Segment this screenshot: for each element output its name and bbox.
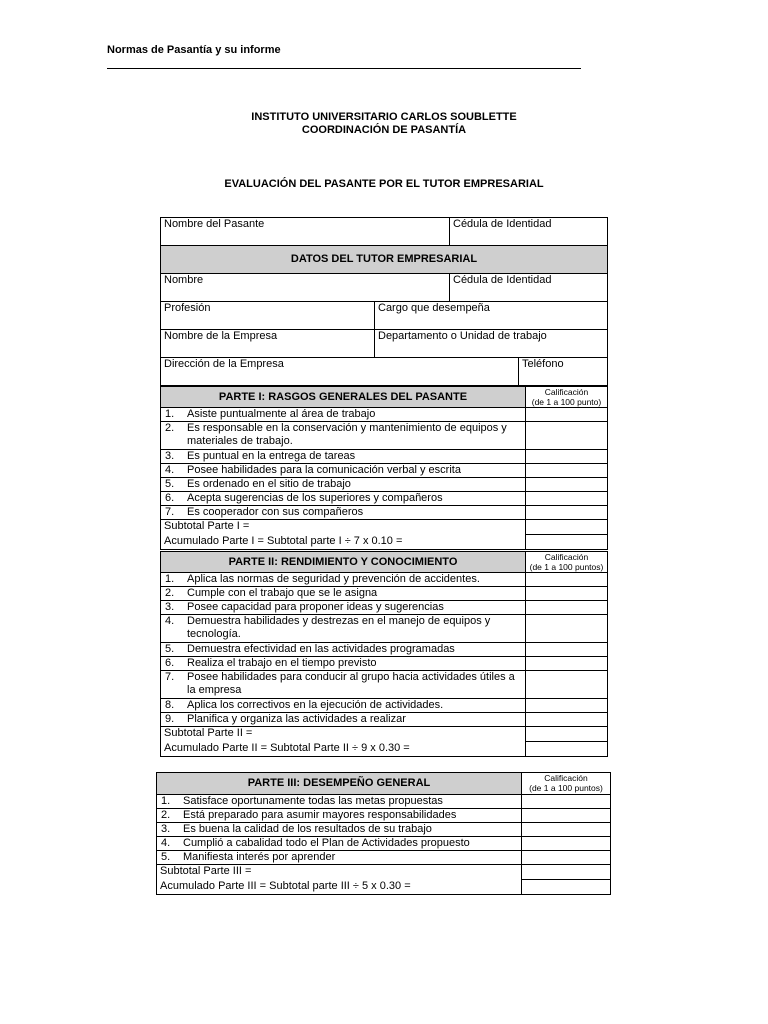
part3-score-cell[interactable] [522,837,611,851]
part1-score-cell[interactable] [526,478,608,492]
part3-item: 5. Manifiesta interés por aprender [157,851,522,865]
intern-name-field[interactable]: Nombre del Pasante [161,218,450,246]
part1-score-cell[interactable] [526,492,608,506]
form-title: EVALUACIÓN DEL PASANTE POR EL TUTOR EMPRESARIAL [224,178,544,190]
part2-item: 2. Cumple con el trabajo que se le asigna [161,587,526,601]
part3-subtotal-cell[interactable] [522,865,611,880]
part2-title: PARTE II: RENDIMIENTO Y CONOCIMIENTO [161,552,526,573]
part1-score-cell[interactable] [526,422,608,450]
part2-score-cell[interactable] [526,601,608,615]
part1-cumulative-cell[interactable] [526,535,608,550]
part1-cumulative-label: Acumulado Parte I = Subtotal parte I ÷ 7 x 0.10 = [161,535,526,550]
header-divider [107,68,581,69]
part1-subtotal-cell[interactable] [526,520,608,535]
part2-score-cell[interactable] [526,615,608,643]
part2-score-cell[interactable] [526,657,608,671]
part2-item: 4. Demuestra habilidades y destrezas en el manejo de equipos y tecnología. [161,615,526,643]
part3-item: 1. Satisface oportunamente todas las metas propuestas [157,795,522,809]
part1-item: 3. Es puntual en la entrega de tareas [161,450,526,464]
part3-title: PARTE III: DESEMPEÑO GENERAL [157,773,522,795]
part3-item: 4. Cumplió a cabalidad todo el Plan de Actividades propuesto [157,837,522,851]
part1-title: PARTE I: RASGOS GENERALES DEL PASANTE [161,387,526,408]
part2-score-cell[interactable] [526,699,608,713]
part1-item: 2. Es responsable en la conservación y mantenimiento de equipos y materiales de trabajo. [161,422,526,450]
part2-score-cell[interactable] [526,573,608,587]
info-table [160,217,608,386]
part2-cumulative-cell[interactable] [526,742,608,757]
part3-table [156,772,611,895]
part2-score-cell[interactable] [526,671,608,699]
part2-item: 1. Aplica las normas de seguridad y prevención de accidentes. [161,573,526,587]
address-field[interactable]: Dirección de la Empresa [161,358,519,386]
part3-calification-header: Calificación (de 1 a 100 puntos) [522,773,611,795]
part3-score-cell[interactable] [522,795,611,809]
page-header-title: Normas de Pasantía y su informe [107,44,281,56]
part2-item: 5. Demuestra efectividad en las actividades programadas [161,643,526,657]
part1-table [160,386,608,550]
part2-subtotal-cell[interactable] [526,727,608,742]
part3-subtotal-label: Subtotal Parte III = [157,865,522,880]
profession-field[interactable]: Profesión [161,302,375,330]
tutor-section-header: DATOS DEL TUTOR EMPRESARIAL [161,246,608,274]
part2-item: 8. Aplica los correctivos en la ejecución de actividades. [161,699,526,713]
part2-score-cell[interactable] [526,713,608,727]
part2-subtotal-label: Subtotal Parte II = [161,727,526,742]
tutor-id-field[interactable]: Cédula de Identidad [450,274,608,302]
part3-score-cell[interactable] [522,823,611,837]
phone-field[interactable]: Teléfono [519,358,608,386]
part2-score-cell[interactable] [526,643,608,657]
part3-cumulative-label: Acumulado Parte III = Subtotal parte III ÷ 5 x 0.30 = [157,880,522,895]
part2-score-cell[interactable] [526,587,608,601]
part1-score-cell[interactable] [526,450,608,464]
position-field[interactable]: Cargo que desempeña [375,302,608,330]
part2-table [160,551,608,757]
part2-cumulative-label: Acumulado Parte II = Subtotal Parte II ÷ 9 x 0.30 = [161,742,526,757]
part3-item: 2. Está preparado para asumir mayores responsabilidades [157,809,522,823]
part3-score-cell[interactable] [522,851,611,865]
part1-item: 4. Posee habilidades para la comunicación verbal y escrita [161,464,526,478]
part3-score-cell[interactable] [522,809,611,823]
part1-item: 5. Es ordenado en el sitio de trabajo [161,478,526,492]
part1-calification-header: Calificación (de 1 a 100 punto) [526,387,608,408]
part1-item: 1. Asiste puntualmente al área de trabajo [161,408,526,422]
part1-score-cell[interactable] [526,464,608,478]
part1-item: 7. Es cooperador con sus compañeros [161,506,526,520]
department-field[interactable]: Departamento o Unidad de trabajo [375,330,608,358]
part2-item: 7. Posee habilidades para conducir al grupo hacia actividades útiles a la empresa [161,671,526,699]
part1-score-cell[interactable] [526,506,608,520]
company-field[interactable]: Nombre de la Empresa [161,330,375,358]
part2-item: 3. Posee capacidad para proponer ideas y sugerencias [161,601,526,615]
coordination-name: COORDINACIÓN DE PASANTÍA [301,124,467,136]
tutor-name-field[interactable]: Nombre [161,274,450,302]
part2-item: 6. Realiza el trabajo en el tiempo previsto [161,657,526,671]
intern-id-field[interactable]: Cédula de Identidad [450,218,608,246]
part3-cumulative-cell[interactable] [522,880,611,895]
part3-item: 3. Es buena la calidad de los resultados de su trabajo [157,823,522,837]
part2-calification-header: Calificación (de 1 a 100 puntos) [526,552,608,573]
part2-item: 9. Planifica y organiza las actividades a realizar [161,713,526,727]
part1-item: 6. Acepta sugerencias de los superiores y compañeros [161,492,526,506]
part1-score-cell[interactable] [526,408,608,422]
institution-name: INSTITUTO UNIVERSITARIO CARLOS SOUBLETTE [251,111,517,123]
part1-subtotal-label: Subtotal Parte I = [161,520,526,535]
